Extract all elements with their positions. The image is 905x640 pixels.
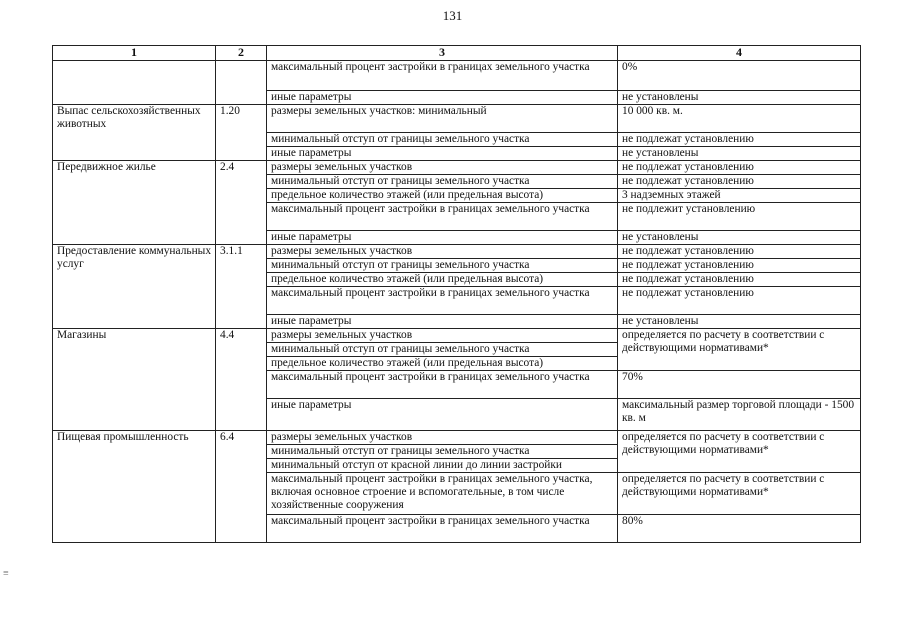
parameter-value: определяется по расчету в соответствии с действующими нормативами* <box>618 329 861 371</box>
table-row <box>53 329 861 343</box>
parameter-name: минимальный отступ от красной линии до линии застройки <box>267 459 618 473</box>
land-use-code: 4.4 <box>216 329 267 431</box>
parameter-name: размеры земельных участков <box>267 431 618 445</box>
parameter-name: иные параметры <box>267 231 618 245</box>
table-row <box>53 431 861 445</box>
land-use-name <box>53 61 216 105</box>
parameter-value: не подлежат установлению <box>618 259 861 273</box>
parameter-value: не установлены <box>618 91 861 105</box>
parameter-name: минимальный отступ от границы земельного участка <box>267 343 618 357</box>
land-use-code: 3.1.1 <box>216 245 267 329</box>
table-row <box>53 61 861 91</box>
land-use-code: 1.20 <box>216 105 267 161</box>
parameter-value: не подлежат установлению <box>618 175 861 189</box>
parameter-value: не установлены <box>618 231 861 245</box>
table-row <box>53 245 861 259</box>
parameter-value: не подлежат установлению <box>618 287 861 315</box>
parameter-value: максимальный размер торговой площади - 1500 кв. м <box>618 399 861 431</box>
land-use-name: Выпас сельскохозяйственных животных <box>53 105 216 161</box>
column-header: 1 <box>53 46 216 61</box>
parameter-value: не подлежат установлению <box>618 273 861 287</box>
column-header: 3 <box>267 46 618 61</box>
parameter-name: размеры земельных участков <box>267 329 618 343</box>
parameter-value: 10 000 кв. м. <box>618 105 861 133</box>
parameter-name: максимальный процент застройки в границах земельного участка <box>267 515 618 543</box>
land-use-name: Передвижное жилье <box>53 161 216 245</box>
parameter-name: размеры земельных участков <box>267 245 618 259</box>
parameter-value: не установлены <box>618 147 861 161</box>
table-row <box>53 161 861 175</box>
table-header-row <box>53 46 861 61</box>
parameter-value: определяется по расчету в соответствии с действующими нормативами* <box>618 431 861 473</box>
parameter-name: иные параметры <box>267 147 618 161</box>
land-use-code: 2.4 <box>216 161 267 245</box>
table-row <box>53 105 861 133</box>
parameter-name: размеры земельных участков <box>267 161 618 175</box>
column-header: 4 <box>618 46 861 61</box>
parameter-name: предельное количество этажей (или предельная высота) <box>267 273 618 287</box>
parameter-name: минимальный отступ от границы земельного участка <box>267 259 618 273</box>
parameter-name: максимальный процент застройки в границах земельного участка <box>267 371 618 399</box>
parameter-value: 70% <box>618 371 861 399</box>
parameter-name: минимальный отступ от границы земельного участка <box>267 133 618 147</box>
margin-mark: ≡ <box>3 568 9 579</box>
parameter-name: размеры земельных участков: минимальный <box>267 105 618 133</box>
parameter-name: максимальный процент застройки в границах земельного участка, включая основное строение и вспомогательные, в том числе хозяйственные сооружения <box>267 473 618 515</box>
parameter-name: максимальный процент застройки в границах земельного участка <box>267 287 618 315</box>
parameter-value: определяется по расчету в соответствии с действующими нормативами* <box>618 473 861 515</box>
parameter-value: не подлежат установлению <box>618 245 861 259</box>
parameter-value: 80% <box>618 515 861 543</box>
parameter-value: 3 надземных этажей <box>618 189 861 203</box>
page-number: 131 <box>442 8 463 23</box>
parameter-name: максимальный процент застройки в границах земельного участка <box>267 61 618 91</box>
column-header: 2 <box>216 46 267 61</box>
parameter-name: максимальный процент застройки в границах земельного участка <box>267 203 618 231</box>
land-use-name: Предоставление коммунальных услуг <box>53 245 216 329</box>
parameter-value: не подлежат установлению <box>618 133 861 147</box>
parameter-name: минимальный отступ от границы земельного участка <box>267 445 618 459</box>
parameter-name: иные параметры <box>267 399 618 431</box>
land-use-code: 6.4 <box>216 431 267 543</box>
parameter-name: иные параметры <box>267 91 618 105</box>
parameter-value: не подлежат установлению <box>618 161 861 175</box>
land-use-name: Магазины <box>53 329 216 431</box>
land-use-table <box>52 45 861 543</box>
parameter-name: предельное количество этажей (или предельная высота) <box>267 189 618 203</box>
parameter-name: предельное количество этажей (или предельная высота) <box>267 357 618 371</box>
parameter-value: не подлежит установлению <box>618 203 861 231</box>
parameter-value: не установлены <box>618 315 861 329</box>
land-use-name: Пищевая промышленность <box>53 431 216 543</box>
parameter-value: 0% <box>618 61 861 91</box>
parameter-name: минимальный отступ от границы земельного участка <box>267 175 618 189</box>
parameter-name: иные параметры <box>267 315 618 329</box>
land-use-code <box>216 61 267 105</box>
